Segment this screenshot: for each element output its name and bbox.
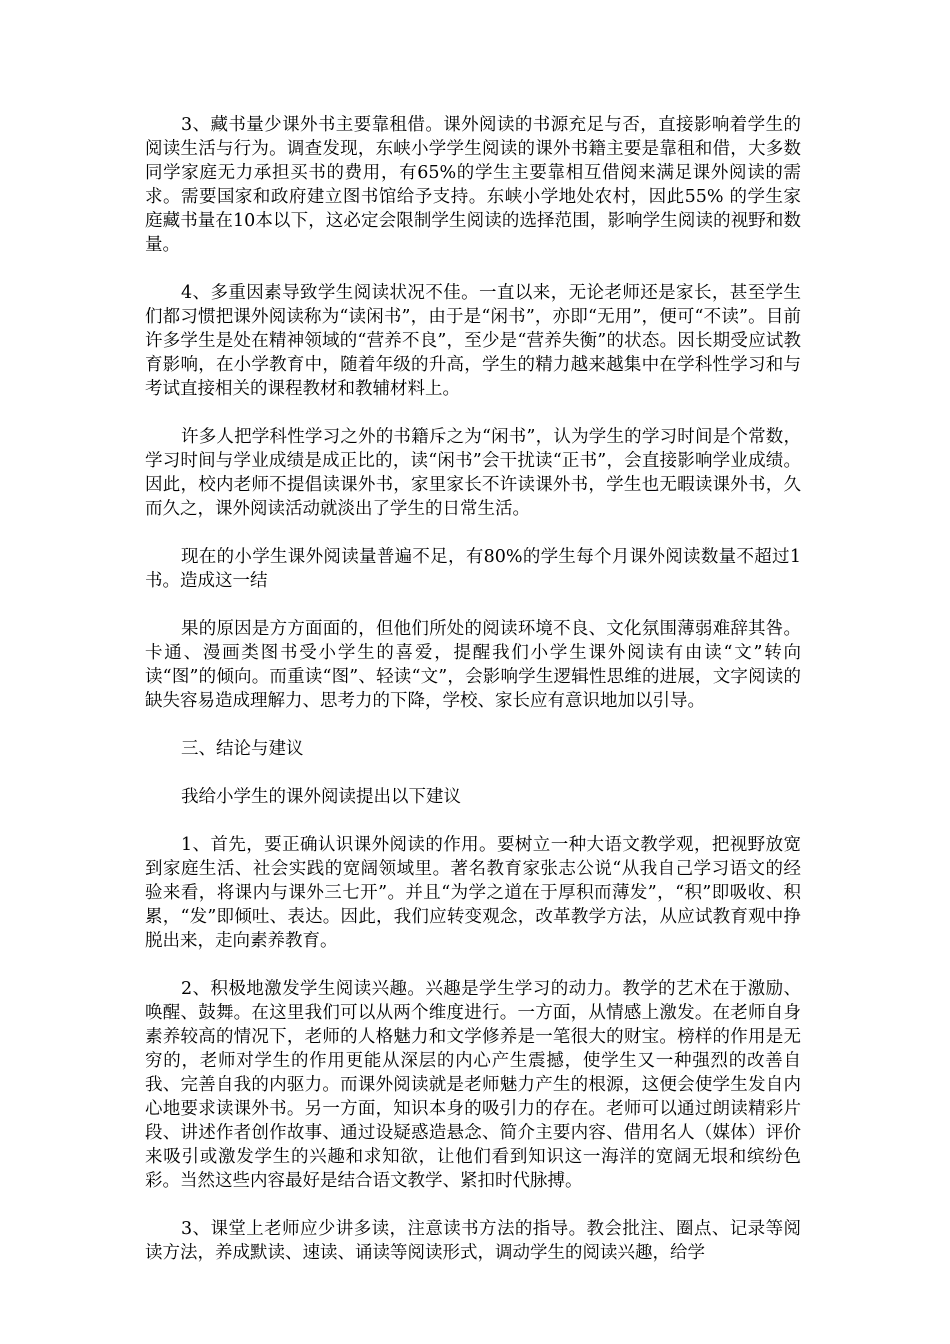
paragraph-suggestion-3: 3、课堂上老师应少讲多读，注意读书方法的指导。教会批注、圈点、记录等阅读方法，养成默读、速读、诵读等阅读形式，调动学生的阅读兴趣，给学: [145, 1219, 801, 1263]
paragraph-idle-books: 许多人把学科性学习之外的书籍斥之为“闲书”，认为学生的学习时间是个常数，学习时间与学业成绩是成正比的，读“闲书”会干扰读“正书”，会直接影响学业成绩。因此，校内老师不提倡读课外书，家里家长不许读课外书，学生也无暇读课外书，久而久之，课外阅读活动就淡出了学生的日常生活。: [145, 427, 801, 519]
paragraph-book-sources: 3、藏书量少课外书主要靠租借。课外阅读的书源充足与否，直接影响着学生的阅读生活与行为。调查发现，东峡小学学生阅读的课外书籍主要是靠租和借，大多数同学家庭无力承担买书的费用，有65%的学生主要靠相互借阅来满足课外阅读的需求。需要国家和政府建立图书馆给予支持。东峡小学地处农村，因此55% 的学生家庭藏书量在10本以下，这必定会限制学生阅读的选择范围，影响学生阅读的视野和数量。: [145, 115, 801, 255]
paragraph-suggestion-1: 1、首先，要正确认识课外阅读的作用。要树立一种大语文教学观，把视野放宽到家庭生活、社会实践的宽阔领域里。著名教育家张志公说“从我自己学习语文的经验来看，将课内与课外三七开”。并且“为学之道在于厚积而薄发”，“积”即吸收、积累，“发”即倾吐、表达。因此，我们应转变观念，改革教学方法，从应试教育观中挣脱出来，走向素养教育。: [145, 835, 801, 951]
paragraph-causes: 果的原因是方方面面的，但他们所处的阅读环境不良、文化氛围薄弱难辞其咎。卡通、漫画类图书受小学生的喜爱，提醒我们小学生课外阅读有由读“文”转向读“图”的倾向。而重读“图”、轻读“文”，会影响学生逻辑性思维的进展，文字阅读的缺失容易造成理解力、思考力的下降，学校、家长应有意识地加以引导。: [145, 619, 801, 711]
paragraph-reading-volume: 现在的小学生课外阅读量普遍不足，有80%的学生每个月课外阅读数量不超过1书。造成这一结: [145, 547, 801, 591]
paragraph-suggestion-2: 2、积极地激发学生阅读兴趣。兴趣是学生学习的动力。教学的艺术在于激励、唤醒、鼓舞。在这里我们可以从两个维度进行。一方面，从情感上激发。在老师自身素养较高的情况下，老师的人格魅力和文学修养是一笔很大的财宝。榜样的作用是无穷的，老师对学生的作用更能从深层的内心产生震撼，使学生又一种强烈的改善自我、完善自我的内驱力。而课外阅读就是老师魅力产生的根源，这便会使学生发自内心地要求读课外书。另一方面，知识本身的吸引力的存在。老师可以通过朗读精彩片段、讲述作者创作故事、通过设疑惑造悬念、简介主要内容、借用名人（媒体）评价来吸引或激发学生的兴趣和求知欲，让他们看到知识这一海洋的宽阔无垠和缤纷色彩。当然这些内容最好是结合语文教学、紧扣时代脉搏。: [145, 979, 801, 1191]
paragraph-multiple-factors: 4、多重因素导致学生阅读状况不佳。一直以来，无论老师还是家长，甚至学生们都习惯把课外阅读称为“读闲书”，由于是“闲书”，亦即“无用”，便可“不读”。目前许多学生是处在精神领域的“营养不良”，至少是“营养失衡”的状态。因长期受应试教育影响，在小学教育中，随着年级的升高，学生的精力越来越集中在学科性学习和与考试直接相关的课程教材和教辅材料上。: [145, 283, 801, 399]
document-body: [145, 113, 801, 1289]
paragraph-suggestions-intro: 我给小学生的课外阅读提出以下建议: [181, 787, 461, 807]
section-heading-conclusions: 三、结论与建议: [181, 739, 304, 759]
